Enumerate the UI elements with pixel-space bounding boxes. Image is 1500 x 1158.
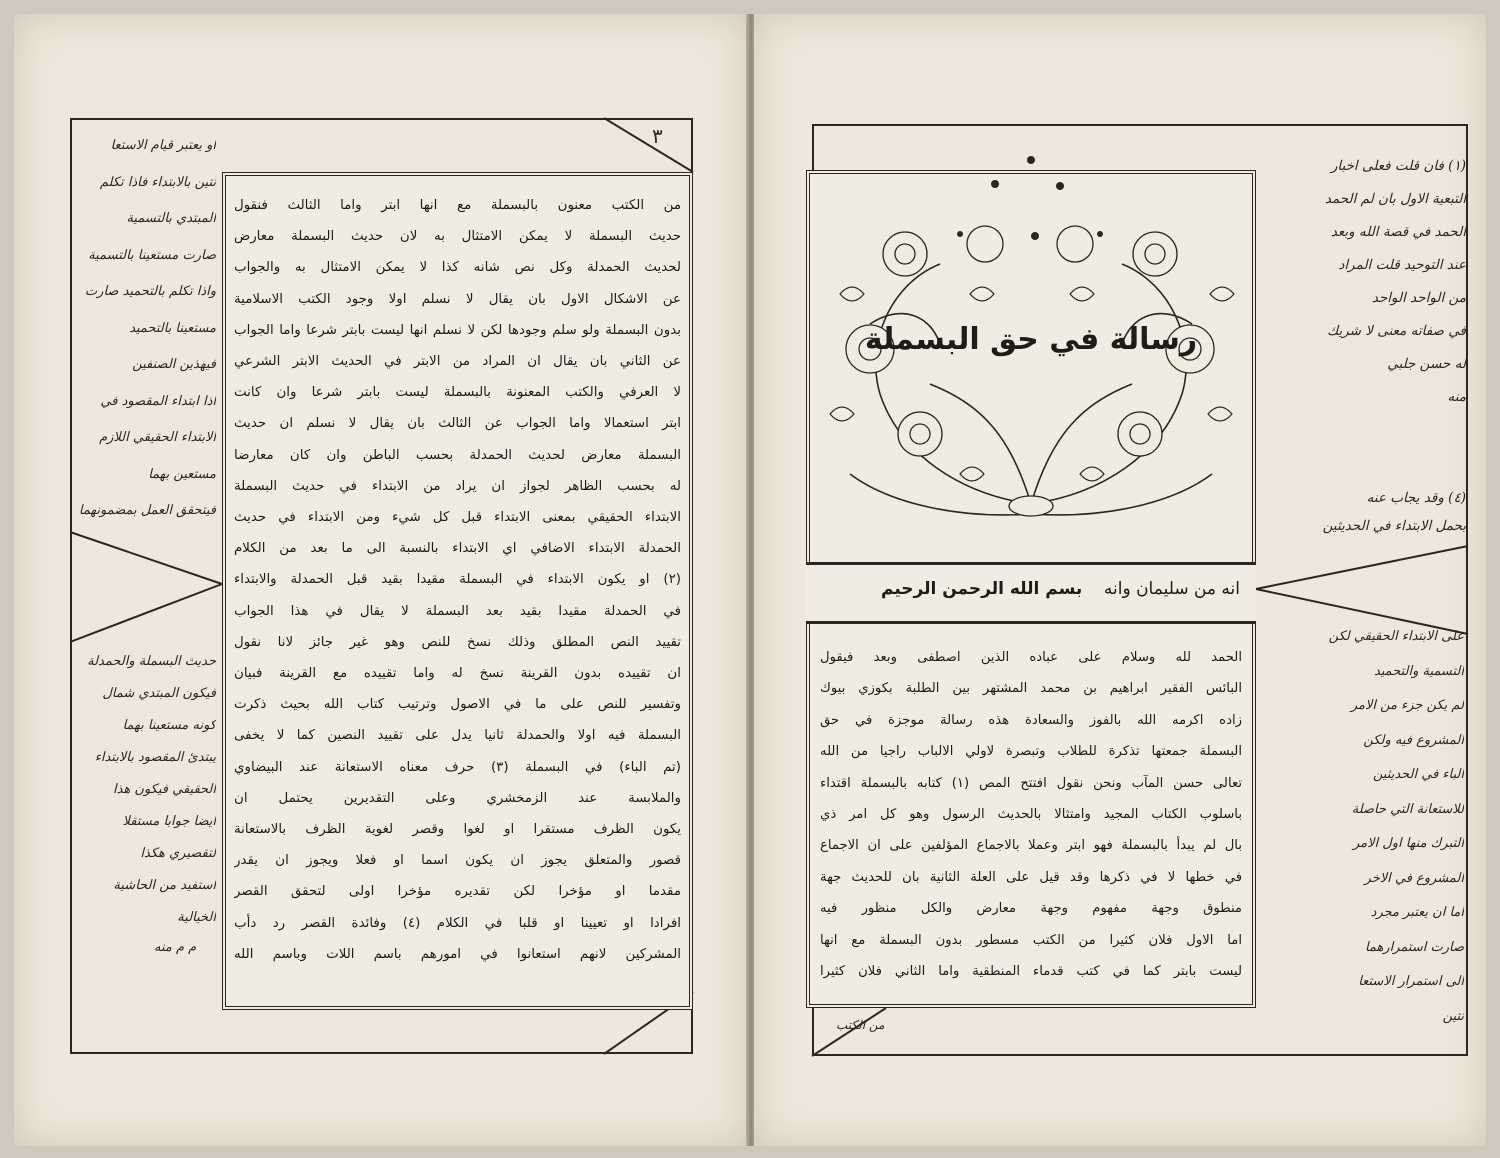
margin-note-line: او يعتبر قيام الاستعا xyxy=(110,138,216,153)
text-line: ان تقييده بدون القرينة نسخ له واما تقييده مع القرينة فبيان xyxy=(234,666,681,682)
margin-note-line: منه xyxy=(1447,389,1466,405)
text-line: لا العرفي والكتب المعنونة بالبسملة ليست بابتر شرعا وان كانت xyxy=(234,385,681,401)
text-line: (تم الباء) في البسملة (٣) حرف معناه الاستعانة عند البيضاوي xyxy=(234,759,681,775)
margin-note-line: على الابتداء الحقيقي لكن xyxy=(1328,629,1464,644)
right-main-text xyxy=(820,642,1242,987)
text-line: باسلوب الكتاب المجيد وامتثالا بالحديث الرسول وهو كل امر ذي xyxy=(820,807,1242,823)
margin-note-line: اذا ابتداء المقصود في xyxy=(100,393,216,409)
margin-note-line: لم يكن جزء من الامر xyxy=(1350,698,1464,713)
margin-note-line: مستعين بهما xyxy=(148,466,216,482)
margin-note-line: فيتحقق العمل بمضمونهما xyxy=(78,503,216,518)
margin-note-line: صارت استمرارهما xyxy=(1365,939,1464,955)
basmala-prefix: انه من سليمان وانه xyxy=(1103,579,1240,599)
text-line: الحمدلة الابتداء الاضافي اي الابتداء بالنسبة الى ما بعد من الكلام xyxy=(234,541,681,557)
margin-note-line: بحمل الابتداء في الحديثين xyxy=(1322,518,1466,534)
margin-note-line: فيكون المبتدي شمال xyxy=(102,686,216,701)
margin-note-line: الحقيقي فيكون هذا xyxy=(112,782,216,797)
text-line: في خطها لا في ذكرها وقد قيل على العلة الثانية بان للحديث جهة xyxy=(820,869,1242,885)
margin-note-line: عند التوحيد قلت المراد xyxy=(1338,257,1466,273)
left-margin-note-bottom xyxy=(76,646,216,934)
margin-note-line: المبتدي بالتسمية xyxy=(126,211,216,226)
right-margin-note-bottom xyxy=(1274,620,1464,1034)
margin-note-line: (١) فان قلت فعلى اخبار xyxy=(1330,158,1466,174)
text-line: البسملة فيه اولا والحمدلة ثانيا يدل على تقييد النصين كما لا يخفى xyxy=(234,728,681,744)
right-text-block xyxy=(806,170,1256,1008)
left-page xyxy=(14,14,748,1146)
basmala-band xyxy=(806,562,1256,624)
margin-note-line: نتين بالابتداء فاذا تكلم xyxy=(99,174,216,190)
margin-note-line: من الواحد الواحد xyxy=(1371,290,1466,306)
text-line: ابتر استعمالا واما الجواب عن الثالث بان يقال لا نسلم ان حديث xyxy=(234,416,681,432)
right-margin-note-top xyxy=(1266,150,1466,414)
floral-ornament xyxy=(810,174,1252,550)
text-line: مقدما او مؤخرا لكن تقديره مؤخرا اولى لتحقق القصر xyxy=(234,884,681,900)
margin-note-line: في صفاته معنى لا شريك xyxy=(1327,323,1466,339)
margin-note-line: الحمد في قصة الله وبعد xyxy=(1330,224,1466,240)
text-line: البسملة معارض لحديث الحمدلة بحسب الباطن وان كان معارضا xyxy=(234,447,681,463)
margin-note-line: له حسن جلبي xyxy=(1387,356,1466,372)
margin-note-line: واذا تكلم بالتحميد صارت xyxy=(84,284,216,299)
catchword: من الكتب xyxy=(836,1018,885,1032)
margin-note-line: كونه مستعينا بهما xyxy=(122,718,216,733)
text-line: لحديث الحمدلة وكل نص شانه كذا لا يمكن الامتثال به والجواب xyxy=(234,260,681,276)
text-line: له بحسب الظاهر لجواز ان يراد من الابتداء في حديث البسملة xyxy=(234,478,681,494)
treatise-title: رسالة في حق البسملة xyxy=(864,322,1198,357)
text-line: الابتداء الحقيقي بمعنى الابتداء قبل كل شيء ومن الابتداء في حديث xyxy=(234,510,681,526)
text-line: بال لم يبدأ بالبسملة فهو ابتر وعملا بالاجماع المؤلفين على ان الاجماع xyxy=(820,838,1242,854)
left-page-number: ٣ xyxy=(652,124,663,148)
basmala-text: بسم الله الرحمن الرحيم xyxy=(880,579,1083,599)
text-line: قصور والمتعلق يجوز ان يكون اسما او فعلا ويجوز ان يقدر xyxy=(234,853,681,869)
text-line: (٢) او يكون الابتداء في البسملة مقيدا بقيد قبل الحمدلة والابتداء xyxy=(234,572,681,588)
margin-note-line: فيهذين الصنفين xyxy=(132,357,216,372)
margin-note-line: الباء في الحديثين xyxy=(1372,767,1464,782)
margin-note-line: لتقصيري هكذا xyxy=(140,846,216,861)
text-line: بدون البسملة ولو سلم وجودها لكن لا نسلم انها ليست بابتر شرعا واما الجواب xyxy=(234,322,681,338)
right-margin-note-mid xyxy=(1266,484,1466,540)
margin-note-line: المشروع فيه ولكن xyxy=(1363,732,1464,748)
margin-note-line: (٤) وقد يجاب عنه xyxy=(1366,490,1466,506)
margin-note-line: للاستعانة التي حاصلة xyxy=(1351,801,1464,817)
right-page xyxy=(754,14,1486,1146)
margin-note-line: استفيد من الحاشية xyxy=(113,878,216,893)
text-line: في الحمدلة مقيدا بقيد بعد البسملة لا يقال في هذا الجواب xyxy=(234,603,681,619)
text-line: والملابسة عند الزمخشري وعلى التقديرين يحتمل ان xyxy=(234,790,681,806)
text-line: البائس الفقير ابراهيم بن محمد المشتهر بين الطلبة بكوزي بيوك xyxy=(820,681,1242,697)
margin-note-line: صارت مستعينا بالتسمية xyxy=(88,247,216,263)
text-line: ليست بابتر كما في كتب قدماء المنطقية واما الثاني فلان كثيرا xyxy=(820,964,1242,980)
margin-note-line: حديث البسملة والحمدلة xyxy=(87,654,216,669)
text-line: الحمد لله وسلام على عباده الذين اصطفى وبعد فيقول xyxy=(820,650,1242,665)
text-line: المشركين لانهم استعانوا في امورهم باسم اللات وباسم الله xyxy=(234,946,681,962)
text-line: عن الثاني بان يقال ان المراد من الابتر في الحديث الابتر الشرعي xyxy=(234,354,681,370)
margin-note-line: الى استمرار الاستعا xyxy=(1358,974,1464,989)
text-line: منطوق وجهة مفهوم وجهة معارض والكل منظور فيه xyxy=(820,901,1242,917)
text-line: البسملة جمعتها تذكرة للطلاب وتبصرة لاولي الالباب راجيا من الله xyxy=(820,744,1242,760)
margin-note-line: نتين xyxy=(1442,1008,1464,1024)
margin-note-line: اما ان يعتبر مجرد xyxy=(1370,905,1464,920)
text-line: اما الاول فلان كثيرا من الكتب مسطور بدون البسملة مع انها xyxy=(820,932,1242,948)
text-line: زاده اكرمه الله بالفوز والسعادة هذه رسالة موجزة في حق xyxy=(820,712,1242,728)
text-line: افرادا او تعيينا او قلبا في الكلام (٤) وفائدة القصر رد دأب xyxy=(234,915,681,931)
text-line: وتفسير للنص على ما في الاصول وترتيب كتاب الله بحيث ذكرت xyxy=(234,697,681,713)
text-line: عن الاشكال الاول بان يقال لا نسلم اولا وجود الكتب الاسلامية xyxy=(234,291,681,307)
margin-note-line: التبعية الاول بان لم الحمد xyxy=(1324,191,1466,207)
text-line: من الكتب معنون بالبسملة مع انها ابتر واما الثالث فنقول xyxy=(234,198,681,213)
text-line: تعالى حسن المآب ونحن نقول افتتح المص (١) كتابه بالبسملة اقتداء xyxy=(820,775,1242,791)
margin-note-line: مستعينا بالتحميد xyxy=(129,320,216,336)
margin-note-line: ايضا جوابا مستقلا xyxy=(122,814,216,829)
margin-note-line: التبرك منها اول الامر xyxy=(1352,836,1464,851)
margin-note-line: يبتدئ المقصود بالابتداء xyxy=(94,750,216,765)
text-line: حديث البسملة لا يمكن الامتثال به لان حديث البسملة معارض xyxy=(234,229,681,245)
left-text-block xyxy=(222,172,693,1010)
left-margin-signature: م م منه xyxy=(154,940,197,955)
text-line: تقييد النص المطلق وذلك نسخ للنص وهو غير جائز لانا نقول xyxy=(234,634,681,650)
left-margin-note-top xyxy=(76,128,216,530)
margin-note-line: الخيالية xyxy=(177,910,216,925)
left-main-text xyxy=(234,190,681,970)
margin-note-line: التسمية والتحميد xyxy=(1373,663,1464,679)
margin-note-line: الابتداء الحقيقي اللازم xyxy=(99,430,216,445)
margin-note-line: المشروع في الاخر xyxy=(1364,870,1464,886)
text-line: يكون الظرف مستقرا او لغوا وقصر لغوية الظرف بالاستعانة xyxy=(234,822,681,838)
